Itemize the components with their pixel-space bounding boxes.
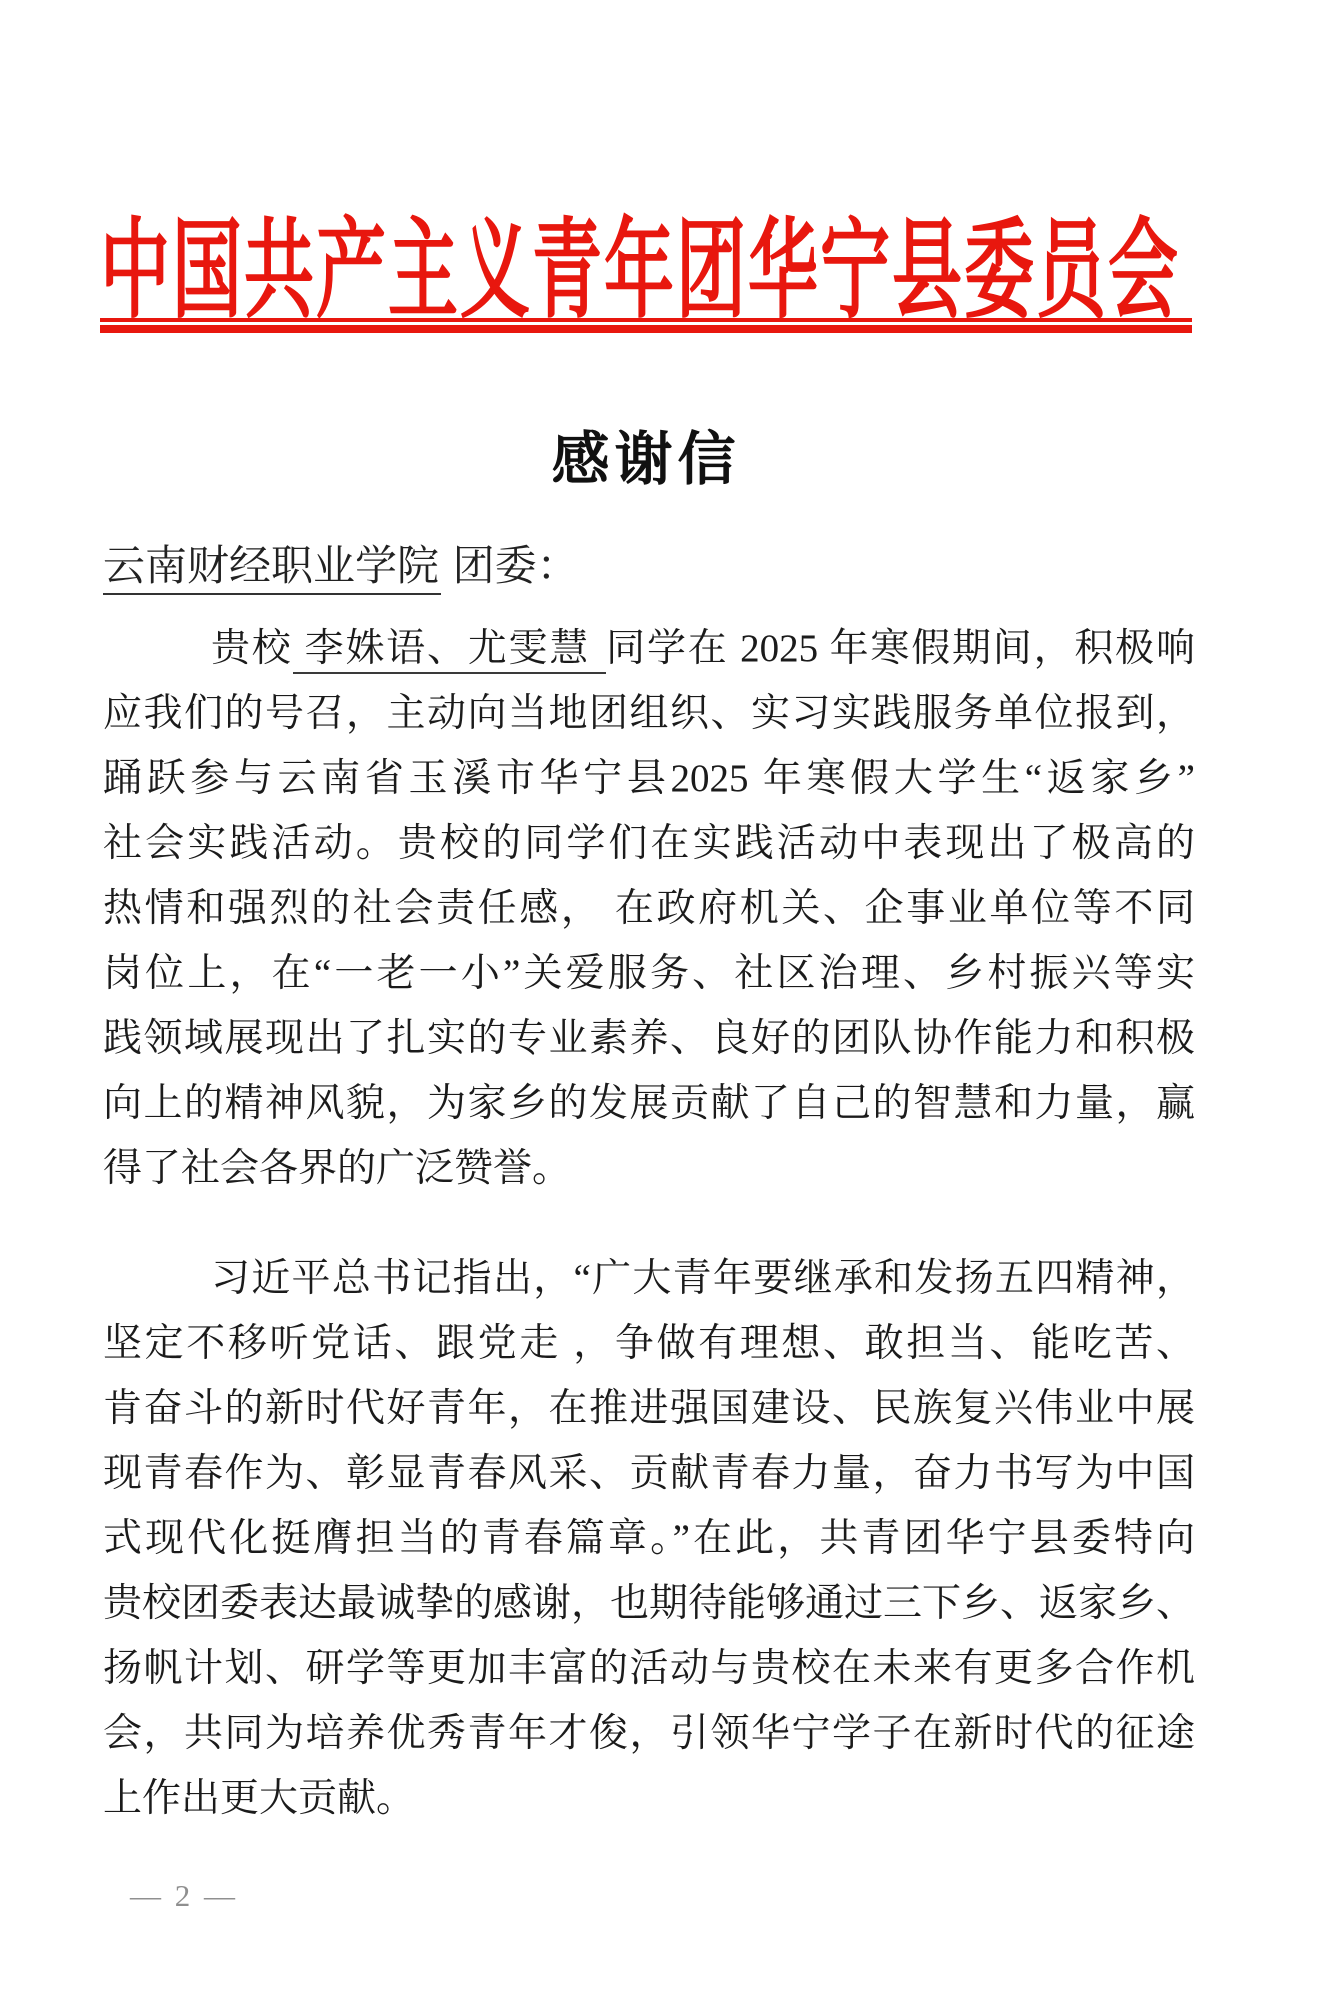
body-line: 式现代化挺膺担当的青春篇章。”在此，共青团华宁县委特向	[103, 1517, 1195, 1560]
body-paragraph-2	[103, 1246, 1195, 1831]
body-line: 社会实践活动。贵校的同学们在实践活动中表现出了极高的	[103, 822, 1195, 865]
body-line: 坚定不移听党话、跟党走 ，争做有理想、敢担当、能吃苦、	[103, 1322, 1195, 1365]
body-line: 现青春作为、彰显青春风采、贡献青春力量，奋力书写为中国	[103, 1452, 1195, 1495]
body-line: 践领域展现出了扎实的专业素养、良好的团队协作能力和积极	[103, 1017, 1195, 1060]
org-title: 中国共产主义青年团华宁县委员会	[100, 212, 1180, 333]
page-number: — 2 —	[130, 1878, 238, 1913]
salutation-suffix: 团委：	[441, 542, 579, 589]
salutation	[103, 541, 1195, 591]
body-paragraph-1	[103, 616, 1195, 1201]
body-line: 贵校团委表达最诚挚的感谢，也期待能够通过三下乡、返家乡、	[103, 1582, 1196, 1625]
line1-prefix: 贵校	[211, 627, 293, 670]
red-divider-line	[100, 318, 1192, 333]
body-line: 得了社会各界的广泛赞誉。	[103, 1147, 572, 1190]
body-line: 习近平总书记指出，“广大青年要继承和发扬五四精神，	[211, 1257, 1195, 1300]
body-line: 向上的精神风貌，为家乡的发展贡献了自己的智慧和力量，赢	[103, 1082, 1195, 1125]
body-line: 上作出更大贡献。	[103, 1777, 416, 1820]
student-names: 李姝语、尤雯慧	[293, 627, 607, 674]
body-line: 踊跃参与云南省玉溪市华宁县2025 年寒假大学生“返家乡”	[103, 757, 1195, 800]
line1-suffix: 同学在 2025 年寒假期间，积极响	[606, 627, 1195, 670]
body-line: 岗位上，在“一老一小”关爱服务、社区治理、乡村振兴等实	[103, 952, 1195, 995]
body-line: 会，共同为培养优秀青年才俊，引领华宁学子在新时代的征途	[103, 1712, 1195, 1755]
letter-title: 感谢信	[551, 427, 741, 493]
letter-body	[103, 616, 1195, 1831]
body-line: 扬帆计划、研学等更加丰富的活动与贵校在未来有更多合作机	[103, 1647, 1195, 1690]
body-line: 肯奋斗的新时代好青年，在推进强国建设、民族复兴伟业中展	[103, 1387, 1195, 1430]
body-line: 应我们的号召，主动向当地团组织、实习实践服务单位报到，	[103, 692, 1195, 735]
body-line	[103, 616, 1195, 681]
recipient-name: 云南财经职业学院	[103, 542, 441, 595]
body-line: 热情和强烈的社会责任感， 在政府机关、企事业单位等不同	[103, 887, 1195, 930]
